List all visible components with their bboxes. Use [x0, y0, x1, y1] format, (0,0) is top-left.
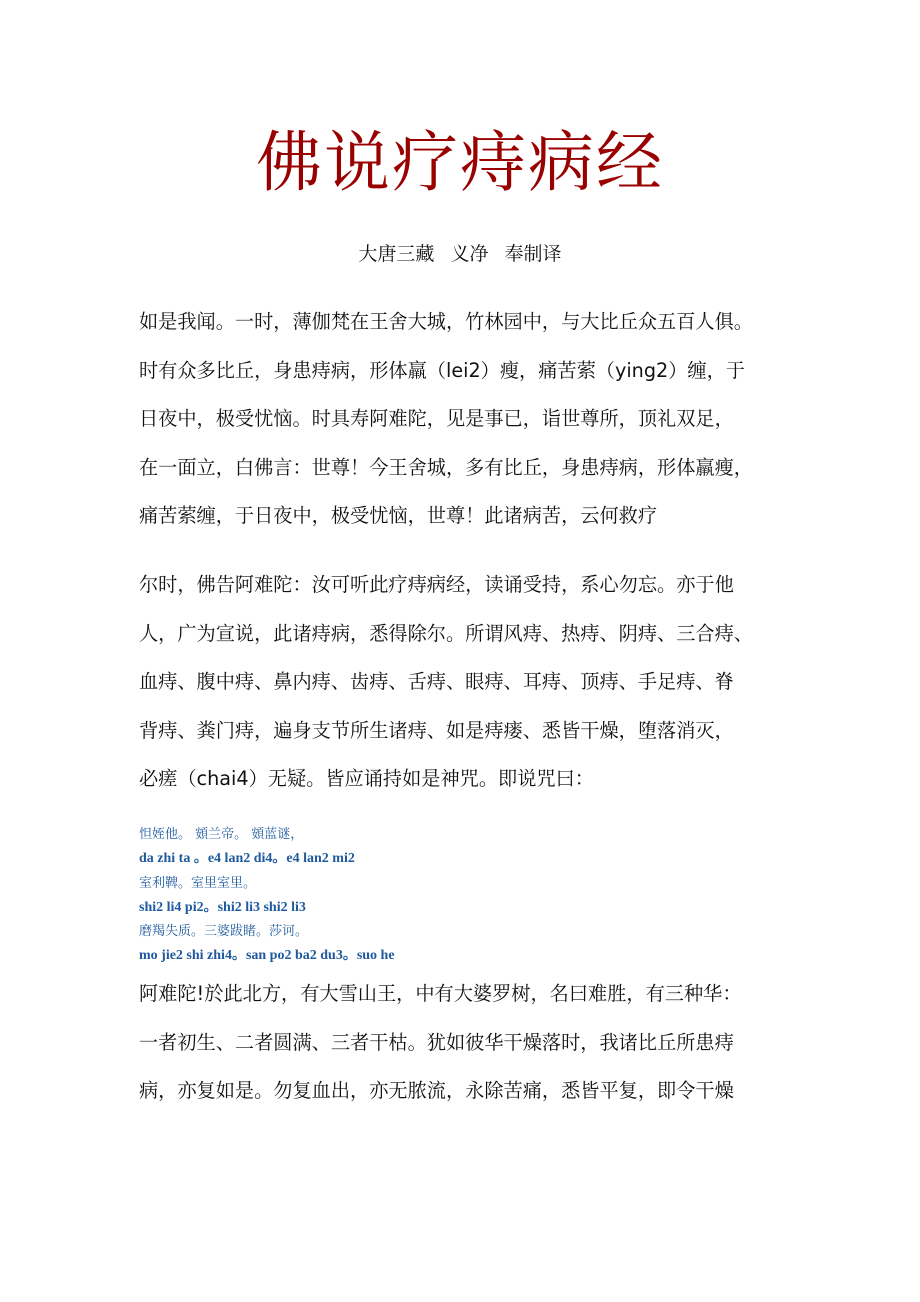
text-line: 日夜中，极受忧恼。时具寿阿难陀，见是事已，诣世尊所，顶礼双足，: [139, 407, 734, 430]
paragraph-buddha-reply: [139, 561, 789, 804]
text-line: 阿难陀!於此北方，有大雪山王，中有大婆罗树，名曰难胜，有三种华：: [139, 982, 742, 1005]
text-line: 背痔、粪门痔，遍身支节所生诸痔、如是痔瘘、悉皆干燥，堕落消灭，: [139, 718, 734, 742]
text-line: 尔时，佛告阿难陀：汝可听此疗痔病经，读诵受持，系心勿忘。亦于他: [139, 573, 734, 596]
text-line: 如是我闻。一时，薄伽梵在王舍大城，竹林园中，与大比丘众五百人俱。: [139, 310, 753, 333]
mantra-pinyin-line: mo jie2 shi zhi4。san po2 ba2 du3。suo he: [139, 948, 395, 964]
text-line: 病，亦复如是。勿复血出，亦无脓流，永除苦痛，悉皆平复，即令干燥: [139, 1079, 734, 1102]
text-line: 一者初生、二者圆满、三者干枯。犹如彼华干燥落时，我诸比丘所患痔: [139, 1030, 734, 1054]
mantra-pinyin-line: da zhi ta 。e4 lan2 di4。e4 lan2 mi2: [139, 851, 355, 867]
mantra-chinese-line: 室利鞞。室里室里。: [139, 875, 257, 891]
translator-name: 义净: [450, 243, 489, 265]
paragraph-opening: [139, 298, 789, 541]
mantra-chinese-line: 磨羯失质。三婆跋睹。莎诃。: [139, 924, 309, 940]
translation-note: 奉制译: [504, 243, 562, 265]
mantra-chinese-line: 怛姪他。 頞兰帝。 頞蓝谜，: [139, 827, 304, 842]
text-line: 在一面立，白佛言：世尊！今王舍城，多有比丘，身患痔病，形体羸瘦，: [139, 455, 753, 479]
text-line: 血痔、腹中痔、鼻内痔、齿痔、舌痔、眼痔、耳痔、顶痔、手足痔、脊: [139, 670, 734, 693]
dynasty-tripitaka: 大唐三藏: [358, 243, 435, 265]
mantra-block: [139, 823, 639, 969]
text-line: 人，广为宣说，此诸痔病，悉得除尔。所谓风痔、热痔、阴痔、三合痔、: [139, 621, 753, 645]
sutra-title: 佛说疗痔病经: [256, 124, 664, 201]
text-line: 痛苦萦缠，于日夜中，极受忧恼，世尊！此诸病苦，云何救疗: [139, 504, 658, 527]
text-line: 时有众多比丘，身患痔病，形体羸（lei2）瘦，痛苦萦（ying2）缠，于: [139, 358, 745, 382]
paragraph-himalaya-tree: [139, 970, 789, 1116]
translator-credit: [0, 240, 920, 268]
mantra-pinyin-line: shi2 li4 pi2。shi2 li3 shi2 li3: [139, 899, 306, 915]
text-line: 必瘥（chai4）无疑。皆应诵持如是神咒。即说咒曰：: [139, 767, 594, 790]
